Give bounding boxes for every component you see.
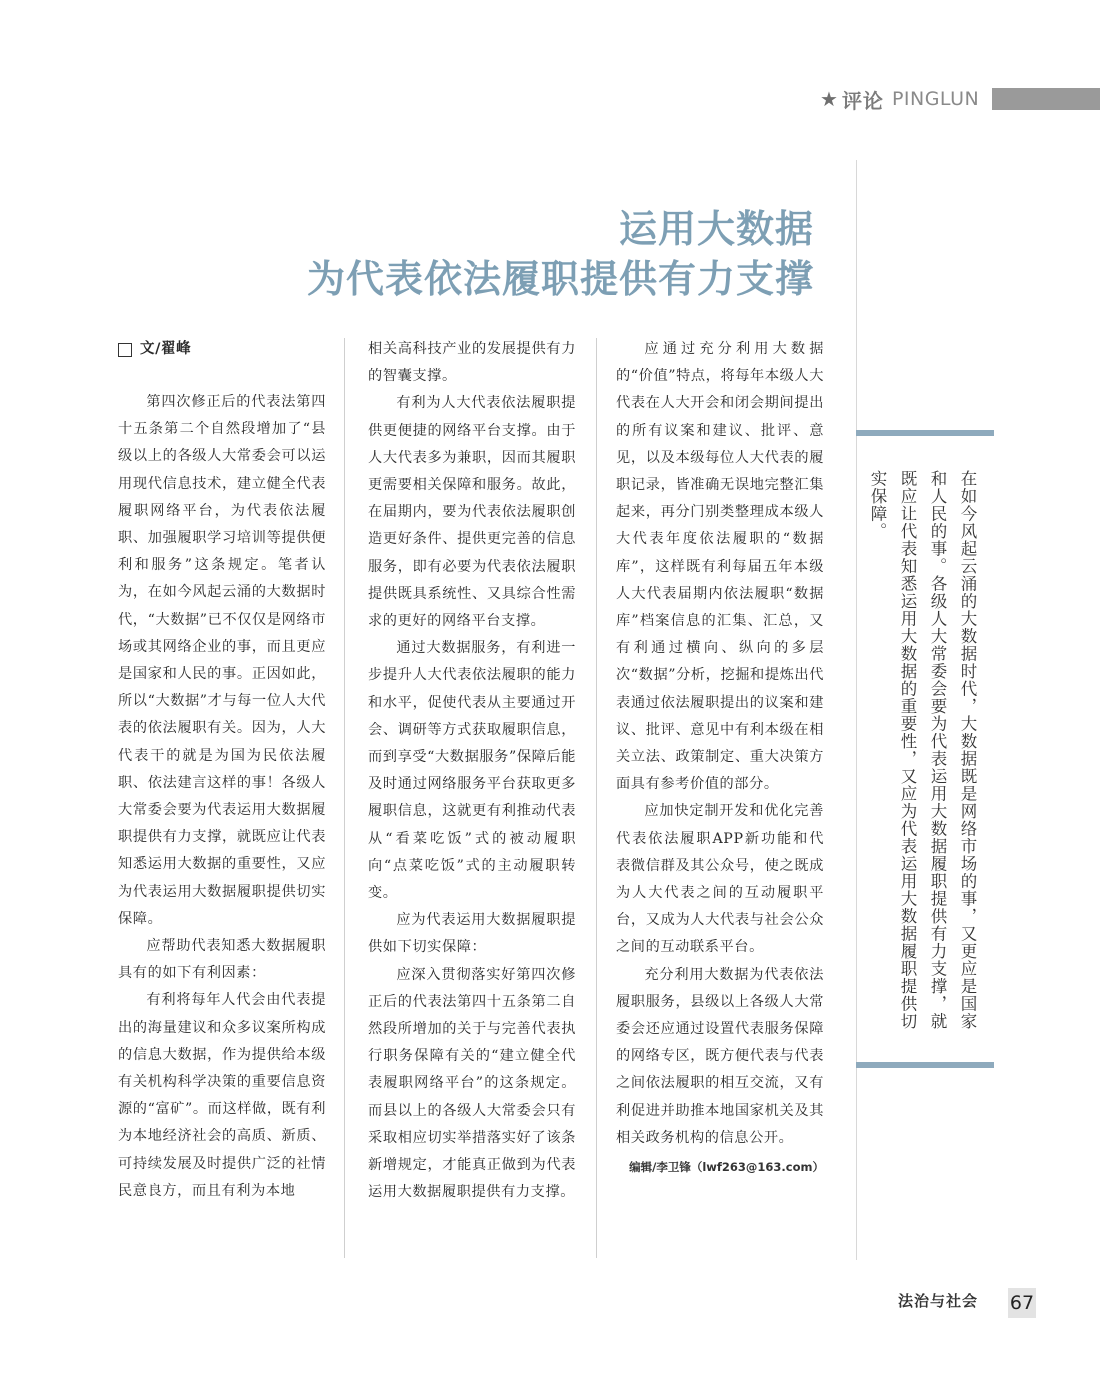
column-divider [596,338,597,1258]
content-divider [856,160,857,1260]
paragraph: 应加快定制开发和优化完善代表依法履职APP新功能和代表微信群及其公众号，使之既成为人大代表之间的互动履职平台，又成为人大代表与社会公众之间的互动联系平台。 [616,803,824,956]
paragraph: 有利为人大代表依法履职提供更便捷的网络平台支撑。由于人大代表多为兼职，因而其履职更需要相关保障和服务。故此，在届期内，要为代表依法履职创造更好条件、提供更完善的信息服务，即有必要为代表依法履职提供既具系统性、又具综合性需求的更好的网络平台支撑。 [368,395,576,630]
paragraph: 通过大数据服务，有利进一步提升人大代表依法履职的能力和水平，促使代表从主要通过开会、调研等方式获取履职信息，而到享受“大数据服务”保障后能及时通过网络服务平台获取更多履职信息，这就更有利推动代表从“看菜吃饭”式的被动履职向“点菜吃饭”式的主动履职转变。 [368,640,576,902]
paragraph: 应通过充分利用大数据的“价值”特点，将每年本级人大代表在人大开会和闭会期间提出的所有议案和建议、批评、意见，以及本级每位人大代表的履职记录，皆准确无误地完整汇集起来，再分门别类整理成本级人大代表年度依法履职的“数据库”，这样既有利每届五年本级人大代表届期内依法履职“数据库”档案信息的汇集、汇总，又有利通过横向、纵向的多层次“数据”分析，挖掘和提炼出代表通过依法履职提出的议案和建议、批评、意见中有利本级在相关立法、政策制定、重大决策方面具有参考价值的部分。 [616,341,824,793]
square-icon [118,343,132,357]
section-header [820,86,979,112]
column-divider [344,338,345,1258]
star-icon: ★ [820,87,838,111]
pull-quote-bar [856,430,994,436]
paragraph: 充分利用大数据为代表依法履职服务，县级以上各级人大常委会还应通过设置代表服务保障的网络专区，既方便代表与代表之间依法履职的相互交流，又有利促进并助推本地国家机关及其相关政务机构的信息公开。 [616,966,824,1146]
text-column-1 [118,336,326,1205]
paragraph: 有利将每年人代会由代表提出的海量建议和众多议案所构成的信息大数据，作为提供给本级有关机构科学决策的重要信息资源的“富矿”。而这样做，既有利为本地经济社会的高质、新质、可持续发展及时提供广泛的社情民意良方，而且有利为本地 [118,992,326,1199]
section-pinyin: PINGLUN [891,88,980,110]
article-title-line-1: 运用大数据 [618,207,814,251]
text-column-3 [616,336,824,1181]
section-label: 评论 [841,88,884,113]
paragraph: 相关高科技产业的发展提供有力的智囊支撑。 [368,341,576,385]
publication-name: 法治与社会 [898,1292,979,1310]
section-bar [992,88,1100,110]
pull-quote-bar [856,1062,994,1068]
text-column-2 [368,336,576,1207]
pull-quote: 在如今风起云涌的大数据时代，大数据既是网络市场的事，又更应是国家和人民的事。各级人大常委会要为代表运用大数据履职提供有力支撑，就既应让代表知悉运用大数据的重要性，又应为代表运用大数据履职提供切实保障。 [868,470,977,1030]
byline [118,336,326,363]
paragraph: 第四次修正后的代表法第四十五条第二个自然段增加了“县级以上的各级人大常委会可以运用现代信息技术，建立健全代表履职网络平台，为代表依法履职、加强履职学习培训等提供便利和服务”这条规定。笔者认为，在如今风起云涌的大数据时代，“大数据”已不仅仅是网络市场或其网络企业的事，而且更应是国家和人民的事。正因如此，所以“大数据”才与每一位人大代表的依法履职有关。因为，人大代表干的就是为国为民依法履职、依法建言这样的事！各级人大常委会要为代表运用大数据履职提供有力支撑，就既应让代表知悉运用大数据的重要性，又应为代表运用大数据履职提供切实保障。 [118,394,326,927]
paragraph: 应深入贯彻落实好第四次修正后的代表法第四十五条第二自然段所增加的关于与完善代表执行职务保障有关的“建立健全代表履职网络平台”的这条规定。而县以上的各级人大常委会只有采取相应切实举措落实好了该条新增规定，才能真正做到为代表运用大数据履职提供有力支撑。 [368,966,576,1201]
paragraph: 应为代表运用大数据履职提供如下切实保障： [368,912,576,956]
article-title-line-2: 为代表依法履职提供有力支撑 [306,257,814,301]
author: 文/翟峰 [140,340,192,357]
editor-credit: 编辑/李卫锋（lwf263@163.com） [629,1160,824,1175]
paragraph: 应帮助代表知悉大数据履职具有的如下有利因素： [118,938,326,982]
page-number: 67 [1008,1288,1036,1318]
